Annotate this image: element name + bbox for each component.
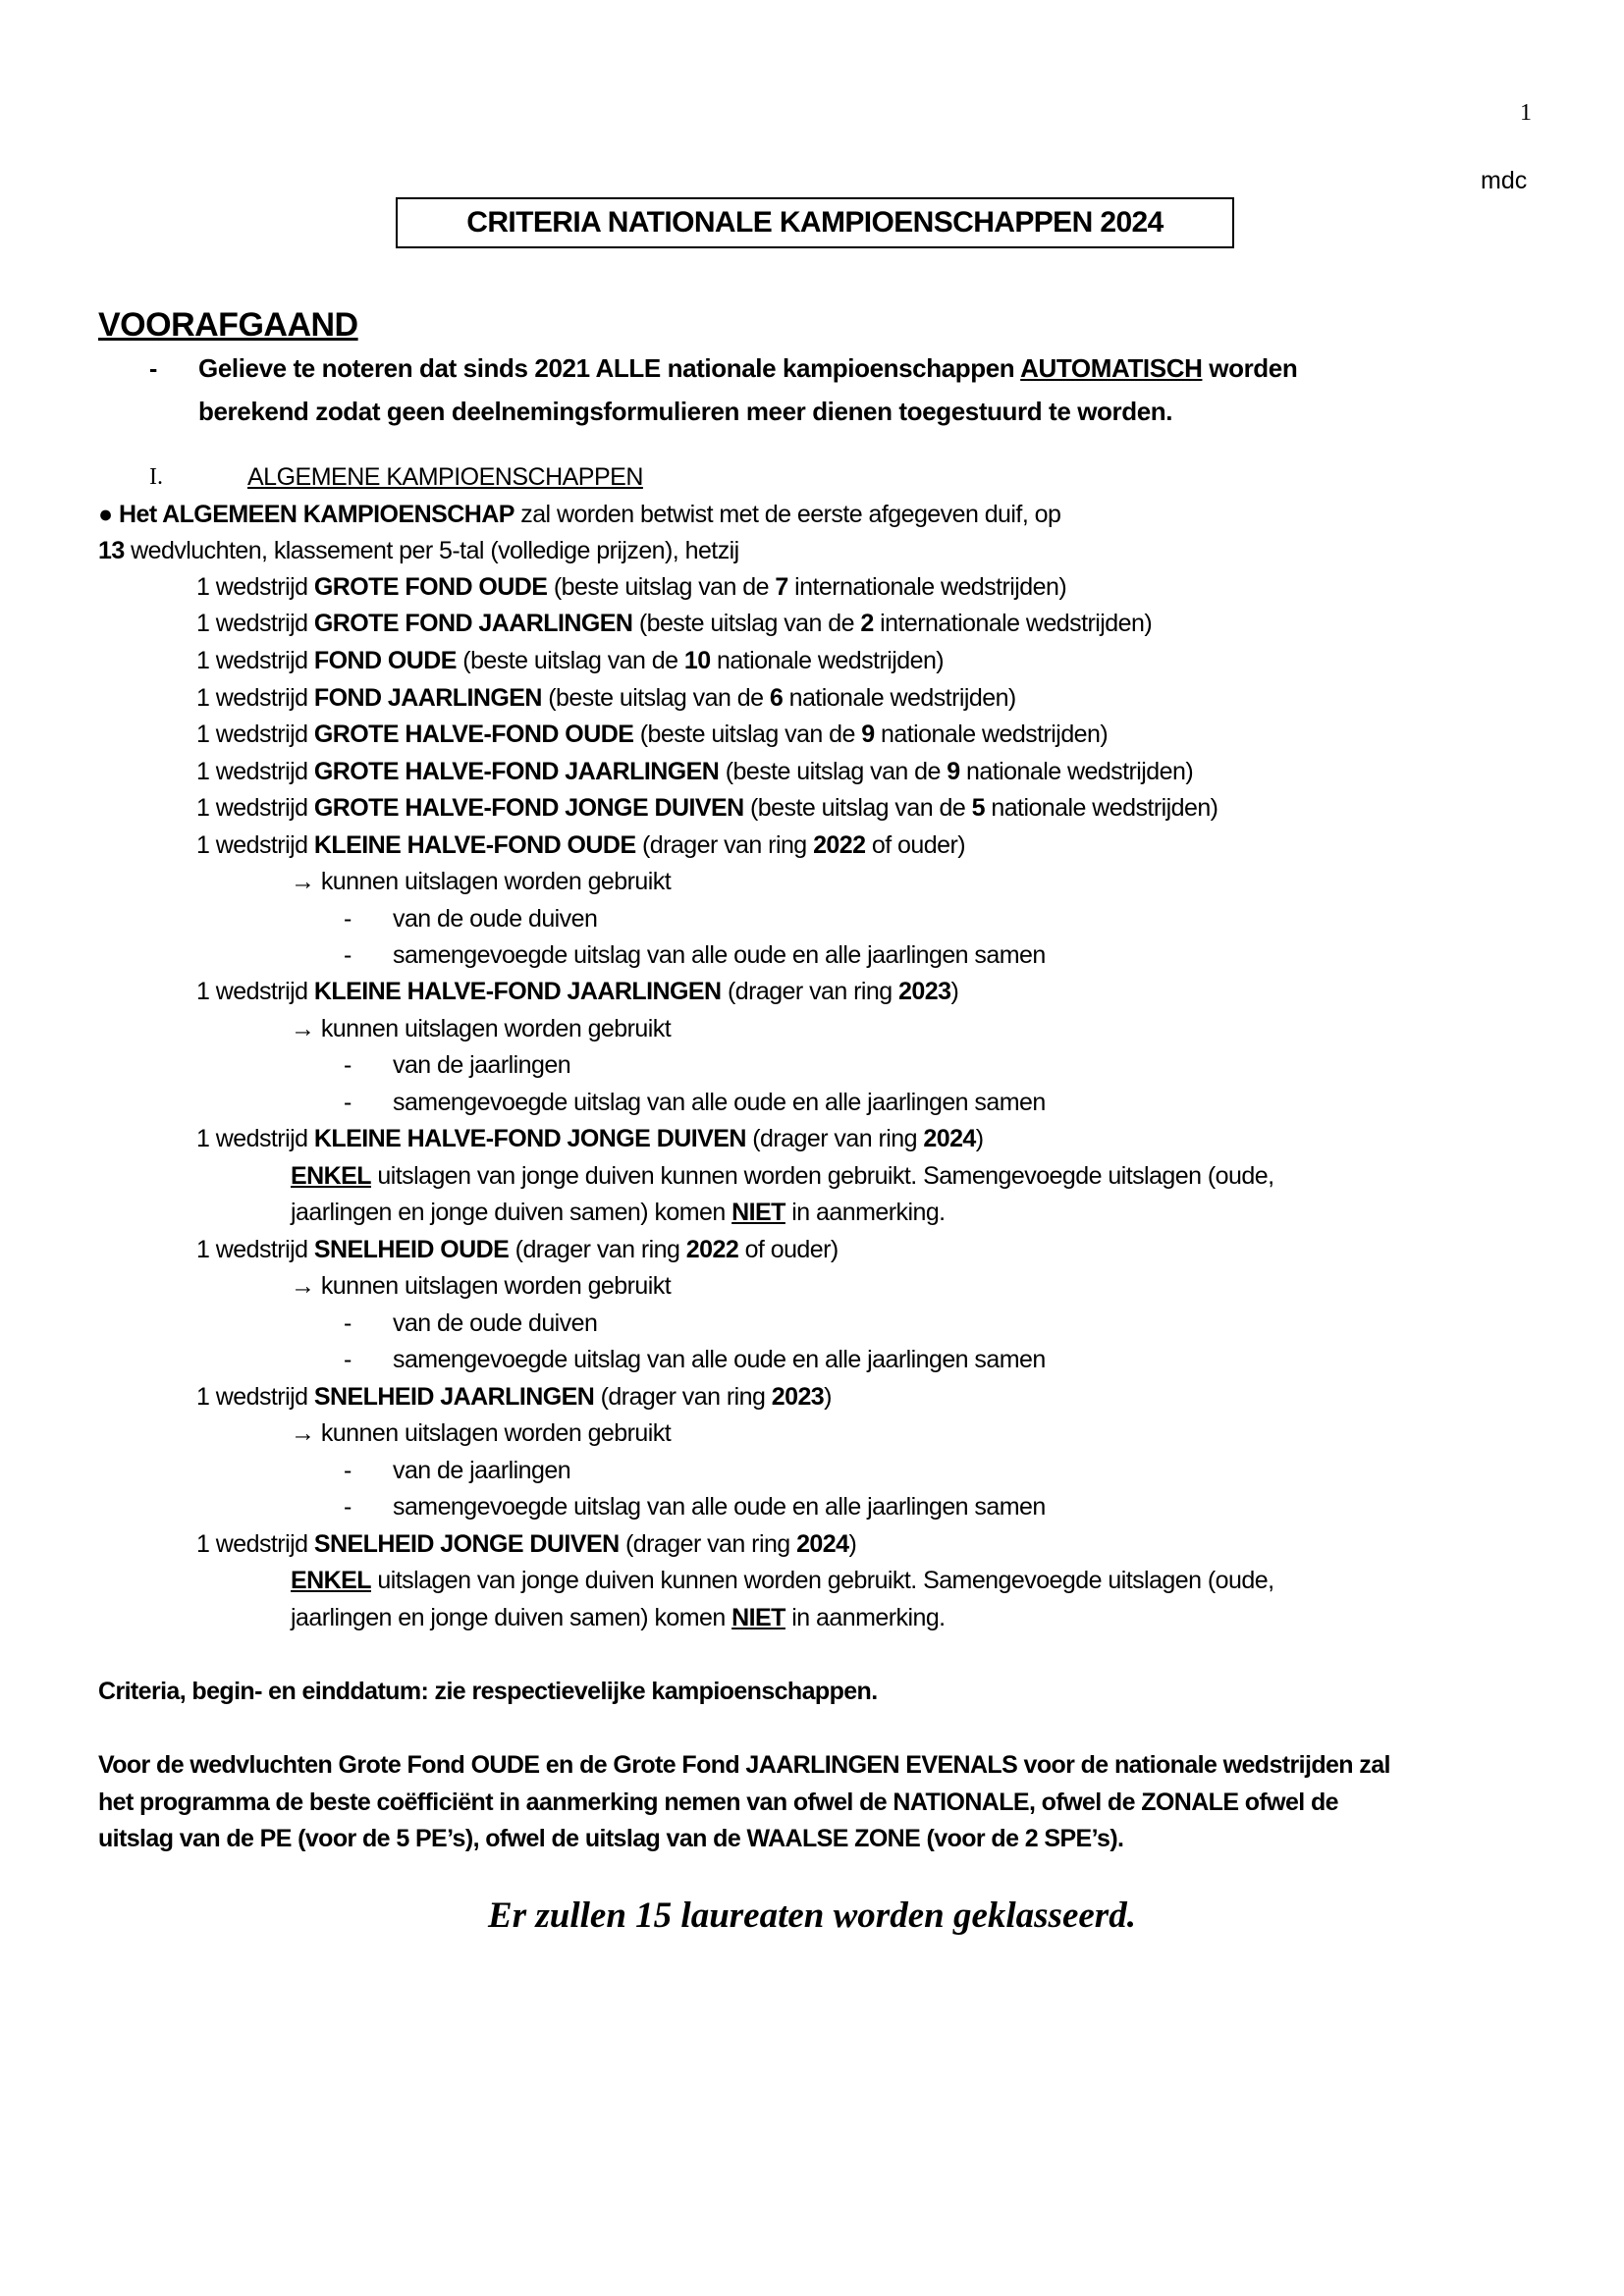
text: (beste uitslag van de [632, 610, 861, 637]
emphasis-enkel: ENKEL [291, 1567, 371, 1594]
coefficient-note-line-1: Voor de wedvluchten Grote Fond OUDE en de Grote Fond JAARLINGEN EVENALS voor de nationale wedstrijden zal [98, 1751, 1390, 1779]
sub-item: samengevoegde uitslag van alle oude en alle jaarlingen samen [393, 1089, 1046, 1116]
race-number: 6 [769, 684, 784, 712]
text: Gelieve te noteren dat sinds 2021 ALLE nationale kampioenschappen [198, 353, 1021, 383]
race-number: 5 [971, 794, 985, 822]
race-name: GROTE HALVE-FOND JAARLINGEN [313, 758, 720, 785]
text: nationale wedstrijden) [874, 721, 1109, 748]
dash-bullet: - [344, 941, 352, 969]
race-number: 2023 [898, 978, 951, 1005]
sub-item: van de oude duiven [393, 1309, 598, 1337]
race-number: 2024 [796, 1530, 849, 1558]
text: zal worden betwist met de eerste afgegeven duif, op [514, 501, 1061, 528]
race-item [196, 758, 1193, 786]
race-item [196, 573, 1066, 602]
bold-number: 13 [98, 537, 125, 564]
text: (drager van ring [745, 1125, 924, 1152]
arrow-line: → kunnen uitslagen worden gebruikt [291, 1419, 672, 1447]
text: jaarlingen en jonge duiven samen) komen [291, 1604, 732, 1631]
text: 1 wedstrijd [196, 794, 314, 822]
dash-bullet: - [344, 1493, 352, 1521]
arrow-line: → kunnen uitslagen worden gebruikt [291, 868, 672, 895]
intro-line-2: berekend zodat geen deelnemingsformulieren meer dienen toegestuurd te worden. [198, 397, 1173, 426]
text: internationale wedstrijden) [787, 573, 1067, 601]
race-item [196, 1383, 832, 1412]
jonge-note-line-1 [291, 1162, 1273, 1191]
criteria-note: Criteria, begin- en einddatum: zie respectievelijke kampioenschappen. [98, 1678, 878, 1705]
race-name: GROTE HALVE-FOND OUDE [313, 721, 634, 748]
text: 1 wedstrijd [196, 684, 314, 712]
jonge-note-line-1 [291, 1567, 1273, 1595]
race-item [196, 684, 1016, 713]
text: uitslagen van jonge duiven kunnen worden gebruikt. Samengevoegde uitslagen (oude, [370, 1567, 1274, 1594]
text: ) [950, 978, 959, 1005]
text: 1 wedstrijd [196, 647, 314, 674]
section-title: ALGEMENE KAMPIOENSCHAPPEN [247, 463, 643, 491]
text: (beste uitslag van de [456, 647, 684, 674]
text: 1 wedstrijd [196, 831, 314, 859]
emphasis-niet: NIET [731, 1604, 785, 1631]
race-item [196, 647, 944, 675]
text: 1 wedstrijd [196, 1530, 314, 1558]
race-item [196, 794, 1218, 823]
text: nationale wedstrijden) [783, 684, 1016, 712]
race-name: GROTE FOND JAARLINGEN [313, 610, 633, 637]
intro-line-1 [198, 353, 1297, 384]
race-number: 2 [860, 610, 874, 637]
sub-item: samengevoegde uitslag van alle oude en alle jaarlingen samen [393, 941, 1046, 969]
text: internationale wedstrijden) [873, 610, 1153, 637]
text: ) [848, 1530, 857, 1558]
race-name: SNELHEID JONGE DUIVEN [313, 1530, 620, 1558]
text: uitslagen van jonge duiven kunnen worden gebruikt. Samengevoegde uitslagen (oude, [370, 1162, 1274, 1190]
general-championship-intro [98, 501, 1060, 529]
race-number: 10 [683, 647, 711, 674]
race-item [196, 1236, 839, 1264]
text: 1 wedstrijd [196, 978, 314, 1005]
race-name: FOND JAARLINGEN [313, 684, 542, 712]
text: (beste uitslag van de [633, 721, 862, 748]
text: 1 wedstrijd [196, 1383, 314, 1411]
text: (drager van ring [619, 1530, 797, 1558]
section-heading-voorafgaand: VOORAFGAAND [98, 306, 358, 344]
emphasis-automatisch: AUTOMATISCH [1020, 353, 1203, 383]
text: ) [975, 1125, 984, 1152]
text: (drager van ring [635, 831, 814, 859]
emphasis-niet: NIET [731, 1199, 785, 1226]
race-item [196, 721, 1108, 749]
text: (drager van ring [509, 1236, 686, 1263]
race-number: 7 [775, 573, 788, 601]
race-number: 2023 [771, 1383, 825, 1411]
emphasis-enkel: ENKEL [291, 1162, 371, 1190]
sub-item: samengevoegde uitslag van alle oude en alle jaarlingen samen [393, 1346, 1046, 1373]
text: ) [824, 1383, 832, 1411]
race-number: 2024 [923, 1125, 976, 1152]
dash-bullet: - [344, 1309, 352, 1337]
race-item [196, 1125, 984, 1153]
text: (drager van ring [594, 1383, 772, 1411]
race-item [196, 1530, 856, 1559]
document-title-box [396, 197, 1234, 248]
text: nationale wedstrijden) [959, 758, 1194, 785]
section-number: I. [149, 464, 163, 490]
arrow-line: → kunnen uitslagen worden gebruikt [291, 1272, 672, 1300]
general-championship-intro-2 [98, 537, 739, 565]
author-initials: mdc [1481, 167, 1528, 194]
race-item [196, 978, 958, 1006]
text: nationale wedstrijden) [984, 794, 1218, 822]
text: jaarlingen en jonge duiven samen) komen [291, 1199, 732, 1226]
dash-bullet: - [344, 1457, 352, 1484]
text: of ouder) [738, 1236, 839, 1263]
race-item [196, 610, 1152, 638]
closing-statement: Er zullen 15 laureaten worden geklasseerd. [488, 1896, 1136, 1936]
race-number: 2022 [813, 831, 866, 859]
race-name: FOND OUDE [313, 647, 457, 674]
dash-bullet: - [149, 355, 158, 383]
text: in aanmerking. [785, 1199, 946, 1226]
arrow-line: → kunnen uitslagen worden gebruikt [291, 1015, 672, 1042]
race-number: 9 [947, 758, 960, 785]
bullet-icon: ● [98, 501, 113, 528]
jonge-note-line-2 [291, 1604, 946, 1632]
dash-bullet: - [344, 905, 352, 933]
race-name: GROTE FOND OUDE [313, 573, 548, 601]
race-name: SNELHEID JAARLINGEN [313, 1383, 595, 1411]
text: (beste uitslag van de [541, 684, 770, 712]
text: (beste uitslag van de [547, 573, 776, 601]
sub-item: van de jaarlingen [393, 1051, 571, 1079]
dash-bullet: - [344, 1346, 352, 1373]
sub-item: van de jaarlingen [393, 1457, 571, 1484]
text: 1 wedstrijd [196, 573, 314, 601]
text: 1 wedstrijd [196, 721, 314, 748]
race-name: GROTE HALVE-FOND JONGE DUIVEN [313, 794, 744, 822]
sub-item: van de oude duiven [393, 905, 598, 933]
dash-bullet: - [344, 1051, 352, 1079]
text: of ouder) [865, 831, 965, 859]
race-item [196, 831, 965, 860]
text: wedvluchten, klassement per 5-tal (volledige prijzen), hetzij [124, 537, 739, 564]
text: (beste uitslag van de [719, 758, 947, 785]
text: (beste uitslag van de [743, 794, 972, 822]
dash-bullet: - [344, 1089, 352, 1116]
coefficient-note-line-2: het programma de beste coëfficiënt in aanmerking nemen van ofwel de NATIONALE, ofwel de ZONALE ofwel de [98, 1789, 1338, 1816]
document-title: CRITERIA NATIONALE KAMPIOENSCHAPPEN 2024 [466, 206, 1164, 239]
jonge-note-line-2 [291, 1199, 946, 1227]
coefficient-note-line-3: uitslag van de PE (voor de 5 PE’s), ofwel de uitslag van de WAALSE ZONE (voor de 2 SPE’s). [98, 1825, 1124, 1852]
text: (drager van ring [721, 978, 899, 1005]
text: in aanmerking. [785, 1604, 946, 1631]
text: 1 wedstrijd [196, 758, 314, 785]
race-name: KLEINE HALVE-FOND JONGE DUIVEN [313, 1125, 746, 1152]
race-number: 2022 [685, 1236, 739, 1263]
sub-item: samengevoegde uitslag van alle oude en alle jaarlingen samen [393, 1493, 1046, 1521]
text: nationale wedstrijden) [710, 647, 945, 674]
text: 1 wedstrijd [196, 610, 314, 637]
bold-text: Het ALGEMEEN KAMPIOENSCHAP [118, 501, 514, 528]
text: worden [1202, 353, 1298, 383]
race-number: 9 [861, 721, 875, 748]
race-name: SNELHEID OUDE [313, 1236, 510, 1263]
race-name: KLEINE HALVE-FOND JAARLINGEN [313, 978, 722, 1005]
race-name: KLEINE HALVE-FOND OUDE [313, 831, 636, 859]
text: 1 wedstrijd [196, 1125, 314, 1152]
page-number: 1 [1520, 100, 1532, 126]
text: 1 wedstrijd [196, 1236, 314, 1263]
